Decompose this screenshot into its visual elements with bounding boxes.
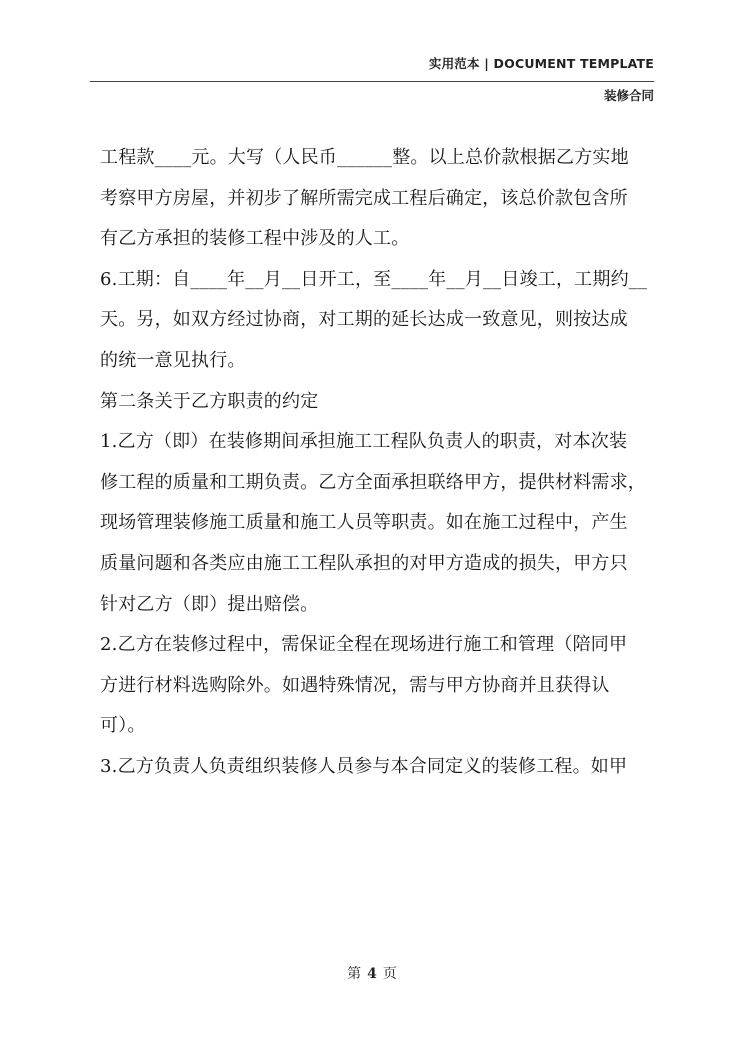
text-line: 可）。 [100, 715, 146, 737]
page-suffix: 页 [382, 966, 397, 982]
text-line: 6.工期：自____年__月__日开工，至____年__月__日竣工，工期约__ [100, 268, 648, 290]
text-line: 针对乙方（即）提出赔偿。 [100, 593, 319, 615]
contract-body [100, 138, 660, 788]
header-brand: 实用范本 | DOCUMENT TEMPLATE [428, 56, 654, 71]
section-heading: 第二条关于乙方职责的约定 [100, 390, 319, 412]
text-line: 质量问题和各类应由施工工程队承担的对甲方造成的损失，甲方只 [100, 552, 628, 574]
page-footer [0, 963, 744, 983]
text-line: 的统一意见执行。 [100, 349, 246, 371]
text-line: 工程款____元。大写（人民币______整。以上总价款根据乙方实地 [100, 147, 629, 168]
text-line: 2.乙方在装修过程中，需保证全程在现场进行施工和管理（陪同甲 [100, 634, 628, 656]
document-title: 装修合同 [603, 88, 654, 103]
text-line: 有乙方承担的装修工程中涉及的人工。 [100, 228, 410, 250]
text-line: 1.乙方（即）在装修期间承担施工工程队负责人的职责，对本次装 [100, 431, 628, 453]
text-line: 现场管理装修施工质量和施工人员等职责。如在施工过程中，产生 [100, 512, 628, 534]
text-line: 修工程的质量和工期负责。乙方全面承担联络甲方，提供材料需求， [100, 471, 646, 493]
page-prefix: 第 [347, 966, 362, 982]
text-line: 方进行材料选购除外。如遇特殊情况，需与甲方协商并且获得认 [100, 674, 610, 696]
page-number: 4 [367, 966, 377, 982]
text-line: 3.乙方负责人负责组织装修人员参与本合同定义的装修工程。如甲 [100, 755, 628, 777]
header-divider [90, 81, 654, 82]
text-line: 天。另，如双方经过协商，对工期的延长达成一致意见，则按达成 [100, 309, 628, 331]
text-line: 考察甲方房屋，并初步了解所需完成工程后确定，该总价款包含所 [100, 187, 628, 209]
